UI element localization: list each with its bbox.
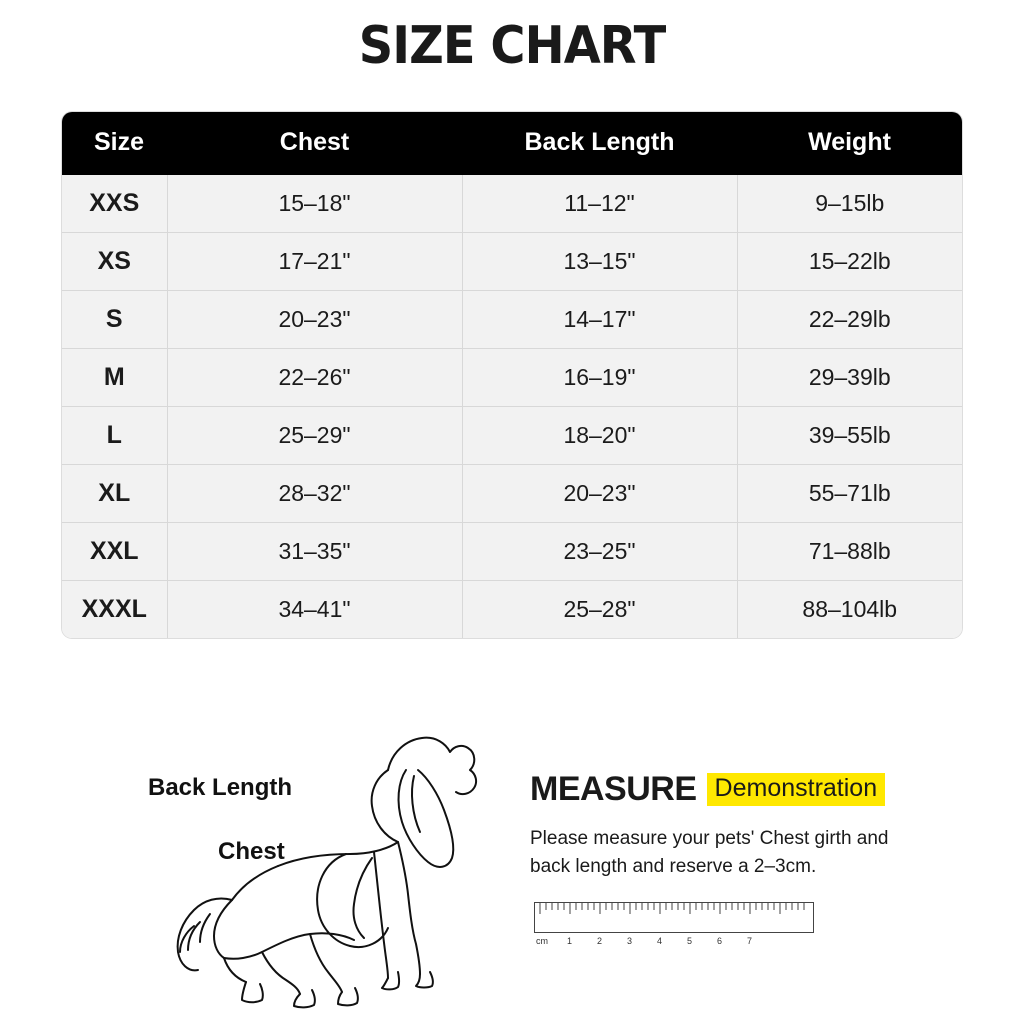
ruler-icon [534, 902, 814, 948]
cell-size: XXS [62, 175, 167, 233]
label-back-length: Back Length [148, 774, 293, 801]
cell-back-length: 20–23" [462, 465, 737, 523]
label-chest: Chest [218, 838, 285, 865]
svg-text:2: 2 [597, 936, 603, 947]
cell-chest: 22–26" [167, 349, 462, 407]
bottom-section [0, 726, 1024, 1024]
cell-chest: 31–35" [167, 523, 462, 581]
measure-heading-row [530, 770, 960, 809]
cell-back-length: 13–15" [462, 233, 737, 291]
svg-text:4: 4 [657, 936, 663, 947]
ruler-unit-label: cm [536, 936, 548, 947]
cell-weight: 88–104lb [737, 581, 962, 639]
table-row [62, 175, 962, 233]
cell-weight: 22–29lb [737, 291, 962, 349]
page-title: SIZE CHART [358, 16, 666, 76]
measure-description: Please measure your pets' Chest girth and back length and reserve a 2–3cm. [530, 828, 889, 877]
cell-size: S [62, 291, 167, 349]
cell-chest: 34–41" [167, 581, 462, 639]
table-row [62, 291, 962, 349]
cell-weight: 55–71lb [737, 465, 962, 523]
svg-text:1: 1 [567, 936, 573, 947]
column-header-weight: Weight [737, 112, 962, 175]
svg-text:3: 3 [627, 936, 633, 947]
svg-text:7: 7 [747, 936, 753, 947]
cell-back-length: 18–20" [462, 407, 737, 465]
table-row [62, 233, 962, 291]
svg-text:6: 6 [717, 936, 723, 947]
cell-chest: 17–21" [167, 233, 462, 291]
table-row [62, 523, 962, 581]
table-row [62, 407, 962, 465]
table-row [62, 465, 962, 523]
cell-size: XXXL [62, 581, 167, 639]
ruler-illustration [534, 902, 814, 948]
cell-size: XS [62, 233, 167, 291]
cell-weight: 71–88lb [737, 523, 962, 581]
column-header-back-length: Back Length [462, 112, 737, 175]
cell-chest: 20–23" [167, 291, 462, 349]
column-header-size: Size [62, 112, 167, 175]
size-chart-table [62, 112, 962, 638]
cell-chest: 15–18" [167, 175, 462, 233]
cell-back-length: 23–25" [462, 523, 737, 581]
cell-weight: 15–22lb [737, 233, 962, 291]
table-row [62, 349, 962, 407]
cell-chest: 28–32" [167, 465, 462, 523]
cell-weight: 9–15lb [737, 175, 962, 233]
cell-weight: 39–55lb [737, 407, 962, 465]
column-header-chest: Chest [167, 112, 462, 175]
cell-size: M [62, 349, 167, 407]
cell-chest: 25–29" [167, 407, 462, 465]
demonstration-badge: Demonstration [707, 773, 886, 806]
measure-heading: MEASURE [530, 770, 697, 808]
cell-back-length: 14–17" [462, 291, 737, 349]
cell-back-length: 16–19" [462, 349, 737, 407]
table-row [62, 581, 962, 639]
measure-instructions [530, 770, 960, 948]
cell-back-length: 25–28" [462, 581, 737, 639]
dog-measurement-diagram [110, 726, 510, 1016]
table-header-row [62, 112, 962, 175]
cell-size: L [62, 407, 167, 465]
cell-back-length: 11–12" [462, 175, 737, 233]
cell-size: XL [62, 465, 167, 523]
svg-text:5: 5 [687, 936, 693, 947]
cell-weight: 29–39lb [737, 349, 962, 407]
dog-outline-icon [110, 726, 510, 1016]
cell-size: XXL [62, 523, 167, 581]
